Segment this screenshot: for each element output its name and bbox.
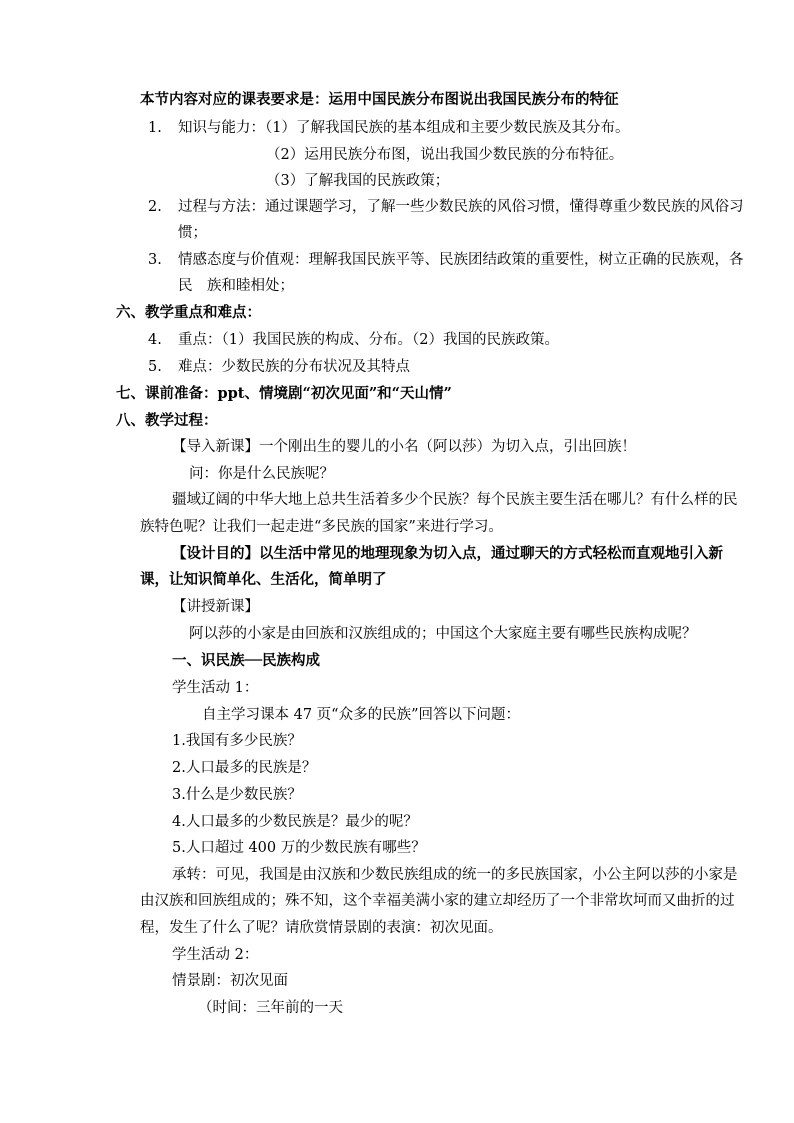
list-number: 3. <box>148 252 162 268</box>
subsection-1-heading: 一、识民族──民族构成 <box>172 652 320 669</box>
list-number: 2. <box>148 199 162 215</box>
objective-1-item-2: （2）运用民族分布图，说出我国少数民族的分布特征。 <box>266 147 624 163</box>
skit-time-note: （时间：三年前的一天 <box>198 1000 343 1016</box>
question-5: 5.人口超过 400 万的少数民族有哪些？ <box>172 840 426 856</box>
transition-paragraph-line-1: 承转：可见，我国是由汉族和少数民族组成的统一的多民族国家，小公主阿以莎的小家是 <box>172 867 738 883</box>
transition-paragraph-line-3: 程，发生了什么了呢？请欣赏情景剧的表演：初次见面。 <box>140 920 503 936</box>
objective-1-knowledge <box>148 118 629 138</box>
list-text: 知识与能力：（1）了解我国民族的基本组成和主要少数民族及其分布。 <box>178 120 630 136</box>
student-activity-1-label: 学生活动 1： <box>172 680 259 696</box>
list-text: 情感态度与价值观：理解我国民族平等、民族团结政策的重要性，树立正确的民族观，各 <box>178 252 744 268</box>
transition-question: 阿以莎的小家是由回族和汉族组成的；中国这个大家庭主要有哪些民族构成呢？ <box>189 626 697 642</box>
list-number: 1. <box>148 120 162 136</box>
list-number: 5. <box>148 359 162 375</box>
design-purpose-line-1: 【设计目的】以生活中常见的地理现象为切入点，通过聊天的方式轻松而直观地引入新 <box>172 545 723 562</box>
skit-title: 情景剧：初次见面 <box>172 973 288 989</box>
intro-paragraph-line-1: 疆域辽阔的中华大地上总共生活着多少个民族？每个民族主要生活在哪儿？有什么样的民 <box>172 492 738 508</box>
self-study-instruction: 自主学习课本 47 页“众多的民族”回答以下问题： <box>202 707 520 723</box>
objective-1-item-3: （3）了解我国的民族政策； <box>266 173 450 189</box>
objective-3-attitude <box>148 250 744 270</box>
curriculum-requirement-heading: 本节内容对应的课表要求是：运用中国民族分布图说出我国民族分布的特征 <box>140 91 619 108</box>
question-4: 4.人口最多的少数民族是？最少的呢？ <box>172 814 418 830</box>
section-7-heading: 七、课前准备：ppt、情境剧“初次见面”和“天山情” <box>116 385 452 402</box>
teach-new-lesson-label: 【讲授新课】 <box>172 599 259 615</box>
design-purpose-line-2: 课，让知识简单化、生活化，简单明了 <box>140 571 387 588</box>
objective-3-continued: 民 族和睦相处； <box>178 278 294 294</box>
list-text: 难点：少数民族的分布状况及其特点 <box>178 359 410 375</box>
question-1: 1.我国有多少民族？ <box>172 733 302 749</box>
student-activity-2-label: 学生活动 2： <box>172 947 259 963</box>
section-8-heading: 八、教学过程： <box>116 412 218 429</box>
transition-paragraph-line-2: 由汉族和回族组成的；殊不知，这个幸福美满小家的建立却经历了一个非常坎坷而又曲折的过 <box>140 893 735 909</box>
difficult-point <box>148 357 410 377</box>
list-text: 过程与方法：通过课题学习，了解一些少数民族的风俗习惯，懂得尊重少数民族的风俗习 <box>178 199 744 215</box>
section-6-heading: 六、教学重点和难点： <box>116 304 261 321</box>
list-text: 重点：（1）我国民族的构成、分布。（2）我国的民族政策。 <box>178 332 559 348</box>
question-line: 问：你是什么民族呢？ <box>189 466 334 482</box>
intro-new-lesson: 【导入新课】一个刚出生的婴儿的小名（阿以莎）为切入点，引出回族！ <box>172 439 636 455</box>
question-2: 2.人口最多的民族是？ <box>172 760 317 776</box>
key-point <box>148 330 559 350</box>
intro-paragraph-line-2: 族特色呢？让我们一起走进“多民族的国家”来进行学习。 <box>140 519 503 535</box>
objective-2-continued: 惯； <box>178 225 207 241</box>
objective-2-process <box>148 197 744 217</box>
list-number: 4. <box>148 332 162 348</box>
question-3: 3.什么是少数民族？ <box>172 787 302 803</box>
